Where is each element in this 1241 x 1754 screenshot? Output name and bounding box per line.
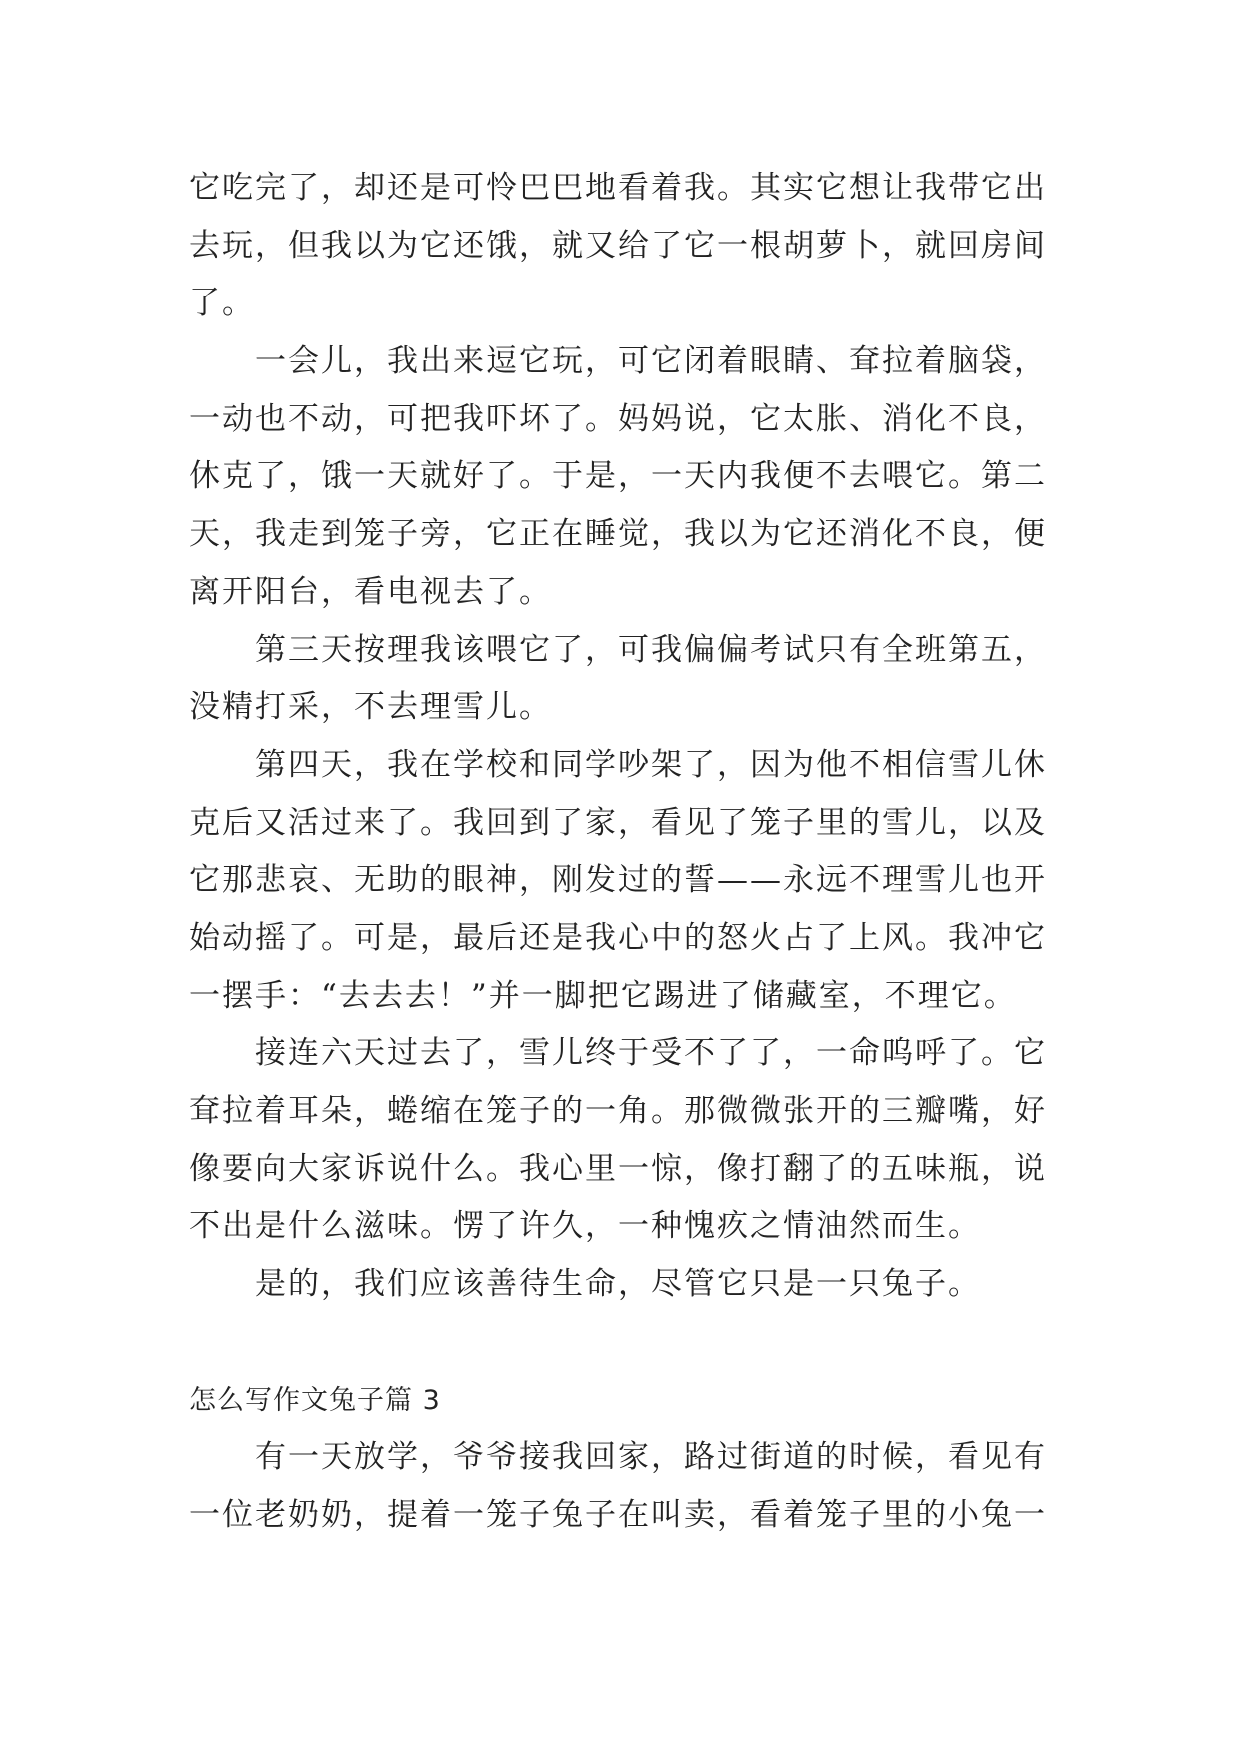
text-line: 第四天，我在学校和同学吵架了，因为他不相信雪儿休: [189, 746, 1047, 783]
text-line: 一位老奶奶，提着一笼子兔子在叫卖，看着笼子里的小兔一: [189, 1497, 1047, 1534]
paragraph: [189, 160, 1069, 333]
text-line: 天，我走到笼子旁，它正在睡觉，我以为它还消化不良，便: [189, 516, 1047, 553]
paragraph: [189, 737, 1069, 1025]
paragraph: [189, 333, 1069, 621]
text-line: 它那悲哀、无助的眼神，刚发过的誓——永远不理雪儿也开: [189, 862, 1047, 899]
text-line: 离开阳台，看电视去了。: [189, 573, 552, 610]
text-line: 它吃完了，却还是可怜巴巴地看着我。其实它想让我带它出: [189, 170, 1047, 206]
text-line: 不出是什么滋味。愣了许久，一种愧疚之情油然而生。: [189, 1208, 981, 1245]
text-line: 接连六天过去了，雪儿终于受不了了，一命呜呼了。它: [189, 1035, 1047, 1072]
document-body: [189, 160, 1069, 1545]
text-line: 了。: [189, 285, 255, 322]
text-line: 是的，我们应该善待生命，尽管它只是一只兔子。: [189, 1266, 981, 1303]
paragraph: [189, 1256, 1069, 1314]
text-line: 克后又活过来了。我回到了家，看见了笼子里的雪儿，以及: [189, 804, 1047, 841]
paragraph: [189, 1025, 1069, 1256]
text-line: 第三天按理我该喂它了，可我偏偏考试只有全班第五，: [189, 631, 1047, 668]
text-line: 休克了，饿一天就好了。于是，一天内我便不去喂它。第二: [189, 458, 1047, 495]
text-line: 去玩，但我以为它还饿，就又给了它一根胡萝卜，就回房间: [189, 227, 1047, 264]
text-line: 有一天放学，爷爷接我回家，路过街道的时候，看见有: [189, 1439, 1047, 1476]
text-line: 没精打采，不去理雪儿。: [189, 689, 552, 726]
text-line: 耷拉着耳朵，蜷缩在笼子的一角。那微微张开的三瓣嘴，好: [189, 1093, 1047, 1129]
paragraph: [189, 622, 1069, 737]
text-line: 始动摇了。可是，最后还是我心中的怒火占了上风。我冲它: [189, 919, 1047, 956]
text-line: 一动也不动，可把我吓坏了。妈妈说，它太胀、消化不良，: [189, 400, 1047, 437]
paragraph: [189, 1429, 1069, 1544]
text-line: 像要向大家诉说什么。我心里一惊，像打翻了的五味瓶，说: [189, 1150, 1047, 1187]
text-line: 一会儿，我出来逗它玩，可它闭着眼睛、耷拉着脑袋，: [189, 343, 1047, 380]
text-line: 一摆手：“去去去！”并一脚把它踢进了储藏室，不理它。: [189, 977, 1017, 1014]
section-heading: 怎么写作文兔子篇 3: [189, 1384, 441, 1416]
